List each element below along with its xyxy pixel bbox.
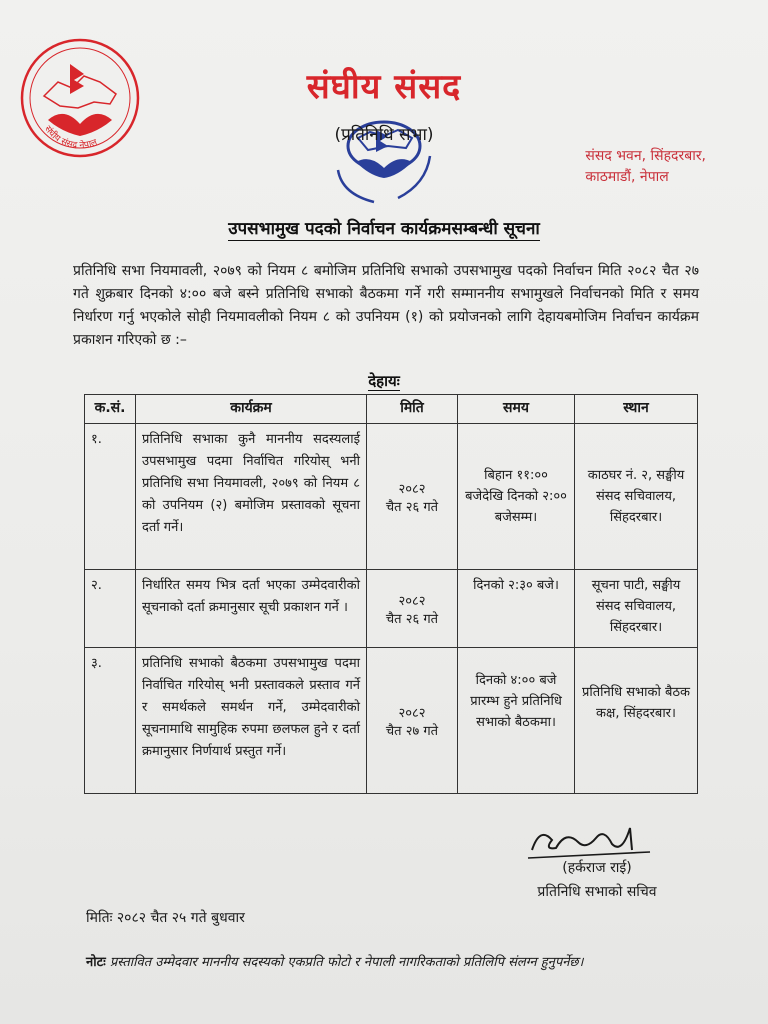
row-sn: ३. bbox=[85, 648, 136, 794]
row-time: बिहान ११:०० बजेदेखि दिनको २:०० बजेसम्म। bbox=[458, 424, 575, 570]
schedule-label bbox=[0, 371, 768, 391]
signatory-name: (हर्कराज राई) bbox=[562, 860, 632, 876]
election-schedule-table bbox=[84, 394, 698, 794]
row-time: दिनको २:३० बजे। bbox=[458, 570, 575, 648]
row-date bbox=[367, 648, 458, 794]
row-sn: १. bbox=[85, 424, 136, 570]
column-header-program: कार्यक्रम bbox=[136, 395, 367, 424]
office-address bbox=[585, 146, 706, 188]
row-date-year: २०८२ bbox=[398, 593, 426, 609]
row-place: काठघर नं. २, सङ्घीय संसद सचिवालय, सिंहदरबार। bbox=[575, 424, 698, 570]
row-program: प्रतिनिधि सभाको बैठकमा उपसभामुख पदमा निर्वाचित गरियोस् भनी प्रस्तावकले प्रस्ताव गर्ने र समर्थकले समर्थन गर्ने, उम्मेदवारीको सूचनामाथि सामुहिक रुपमा छलफल हुने र दर्ता क्रमानुसार निर्णयार्थ प्रस्तुत गर्ने। bbox=[136, 648, 367, 794]
table-row bbox=[85, 424, 698, 570]
row-place: सूचना पाटी, सङ्घीय संसद सचिवालय, सिंहदरबार। bbox=[575, 570, 698, 648]
row-place: प्रतिनिधि सभाको बैठक कक्ष, सिंहदरबार। bbox=[575, 648, 698, 794]
table-row bbox=[85, 648, 698, 794]
row-date-day: चैत २६ गते bbox=[385, 499, 439, 515]
row-date bbox=[367, 424, 458, 570]
notice-heading bbox=[0, 216, 768, 239]
notice-date: मितिः २०८२ चैत २५ गते बुधवार bbox=[86, 910, 245, 926]
page-title: संघीय संसद bbox=[306, 67, 462, 107]
note-label: नोटः bbox=[86, 955, 106, 970]
notice-body: प्रतिनिधि सभा नियमावली, २०७९ को नियम ८ बमोजिम प्रतिनिधि सभाको उपसभामुख पदको निर्वाचन मिति २०८२ चैत २७ गते शुक्रबार दिनको ४:०० बजे बस्ने प्रतिनिधि सभाको बैठकमा गर्ने गरी सम्माननीय सभामुखले निर्वाचनको मिति र समय निर्धारण गर्नु भएकोले सोही नियमावलीको नियम ८ को उपनियम (१) को प्रयोजनको लागि देहायबमोजिम निर्वाचन कार्यक्रम प्रकाशन गरिएको छ :– bbox=[73, 263, 699, 348]
page-subtitle: (प्रतिनिधि सभा) bbox=[334, 125, 434, 145]
row-program: प्रतिनिधि सभाका कुनै माननीय सदस्यलाई उपसभामुख पदमा निर्वाचित गरियोस् भनी प्रतिनिधि सभा नियमावली, २०७९ को नियम ८ को उपनियम (२) बमोजिम प्रस्तावको सूचना दर्ता गर्ने। bbox=[136, 424, 367, 570]
column-header-sn: क.सं. bbox=[85, 395, 136, 424]
signatory-block bbox=[522, 856, 672, 904]
column-header-place: स्थान bbox=[575, 395, 698, 424]
row-program: निर्धारित समय भित्र दर्ता भएका उम्मेदवारीको सूचनाको दर्ता क्रमानुसार सूची प्रकाशन गर्ने । bbox=[136, 570, 367, 648]
notice-note bbox=[86, 952, 583, 970]
column-header-date: मिति bbox=[367, 395, 458, 424]
svg-text:संघीय संसद नेपाल: संघीय संसद नेपाल bbox=[42, 124, 99, 152]
signatory-designation: प्रतिनिधि सभाको सचिव bbox=[537, 884, 657, 900]
row-date-year: २०८२ bbox=[398, 481, 426, 497]
notice-heading-text: उपसभामुख पदको निर्वाचन कार्यक्रमसम्बन्धी सूचना bbox=[228, 219, 540, 239]
column-header-time: समय bbox=[458, 395, 575, 424]
row-time: दिनको ४:०० बजे प्रारम्भ हुने प्रतिनिधि सभाको बैठकमा। bbox=[458, 648, 575, 794]
row-date-year: २०८२ bbox=[398, 705, 426, 721]
row-date-day: चैत २६ गते bbox=[385, 611, 439, 627]
row-date-day: चैत २७ गते bbox=[385, 723, 439, 739]
table-header-row bbox=[85, 395, 698, 424]
table-row bbox=[85, 570, 698, 648]
schedule-label-text: देहायः bbox=[368, 372, 400, 390]
row-sn: २. bbox=[85, 570, 136, 648]
address-line-1: संसद भवन, सिंहदरबार, bbox=[585, 148, 706, 164]
note-text: प्रस्तावित उम्मेदवार माननीय सदस्यको एकप्रति फोटो र नेपाली नागरिकताको प्रतिलिपि संलग्न हुनुपर्नेछ। bbox=[109, 955, 584, 970]
row-date bbox=[367, 570, 458, 648]
address-line-2: काठमाडौं, नेपाल bbox=[585, 169, 669, 185]
